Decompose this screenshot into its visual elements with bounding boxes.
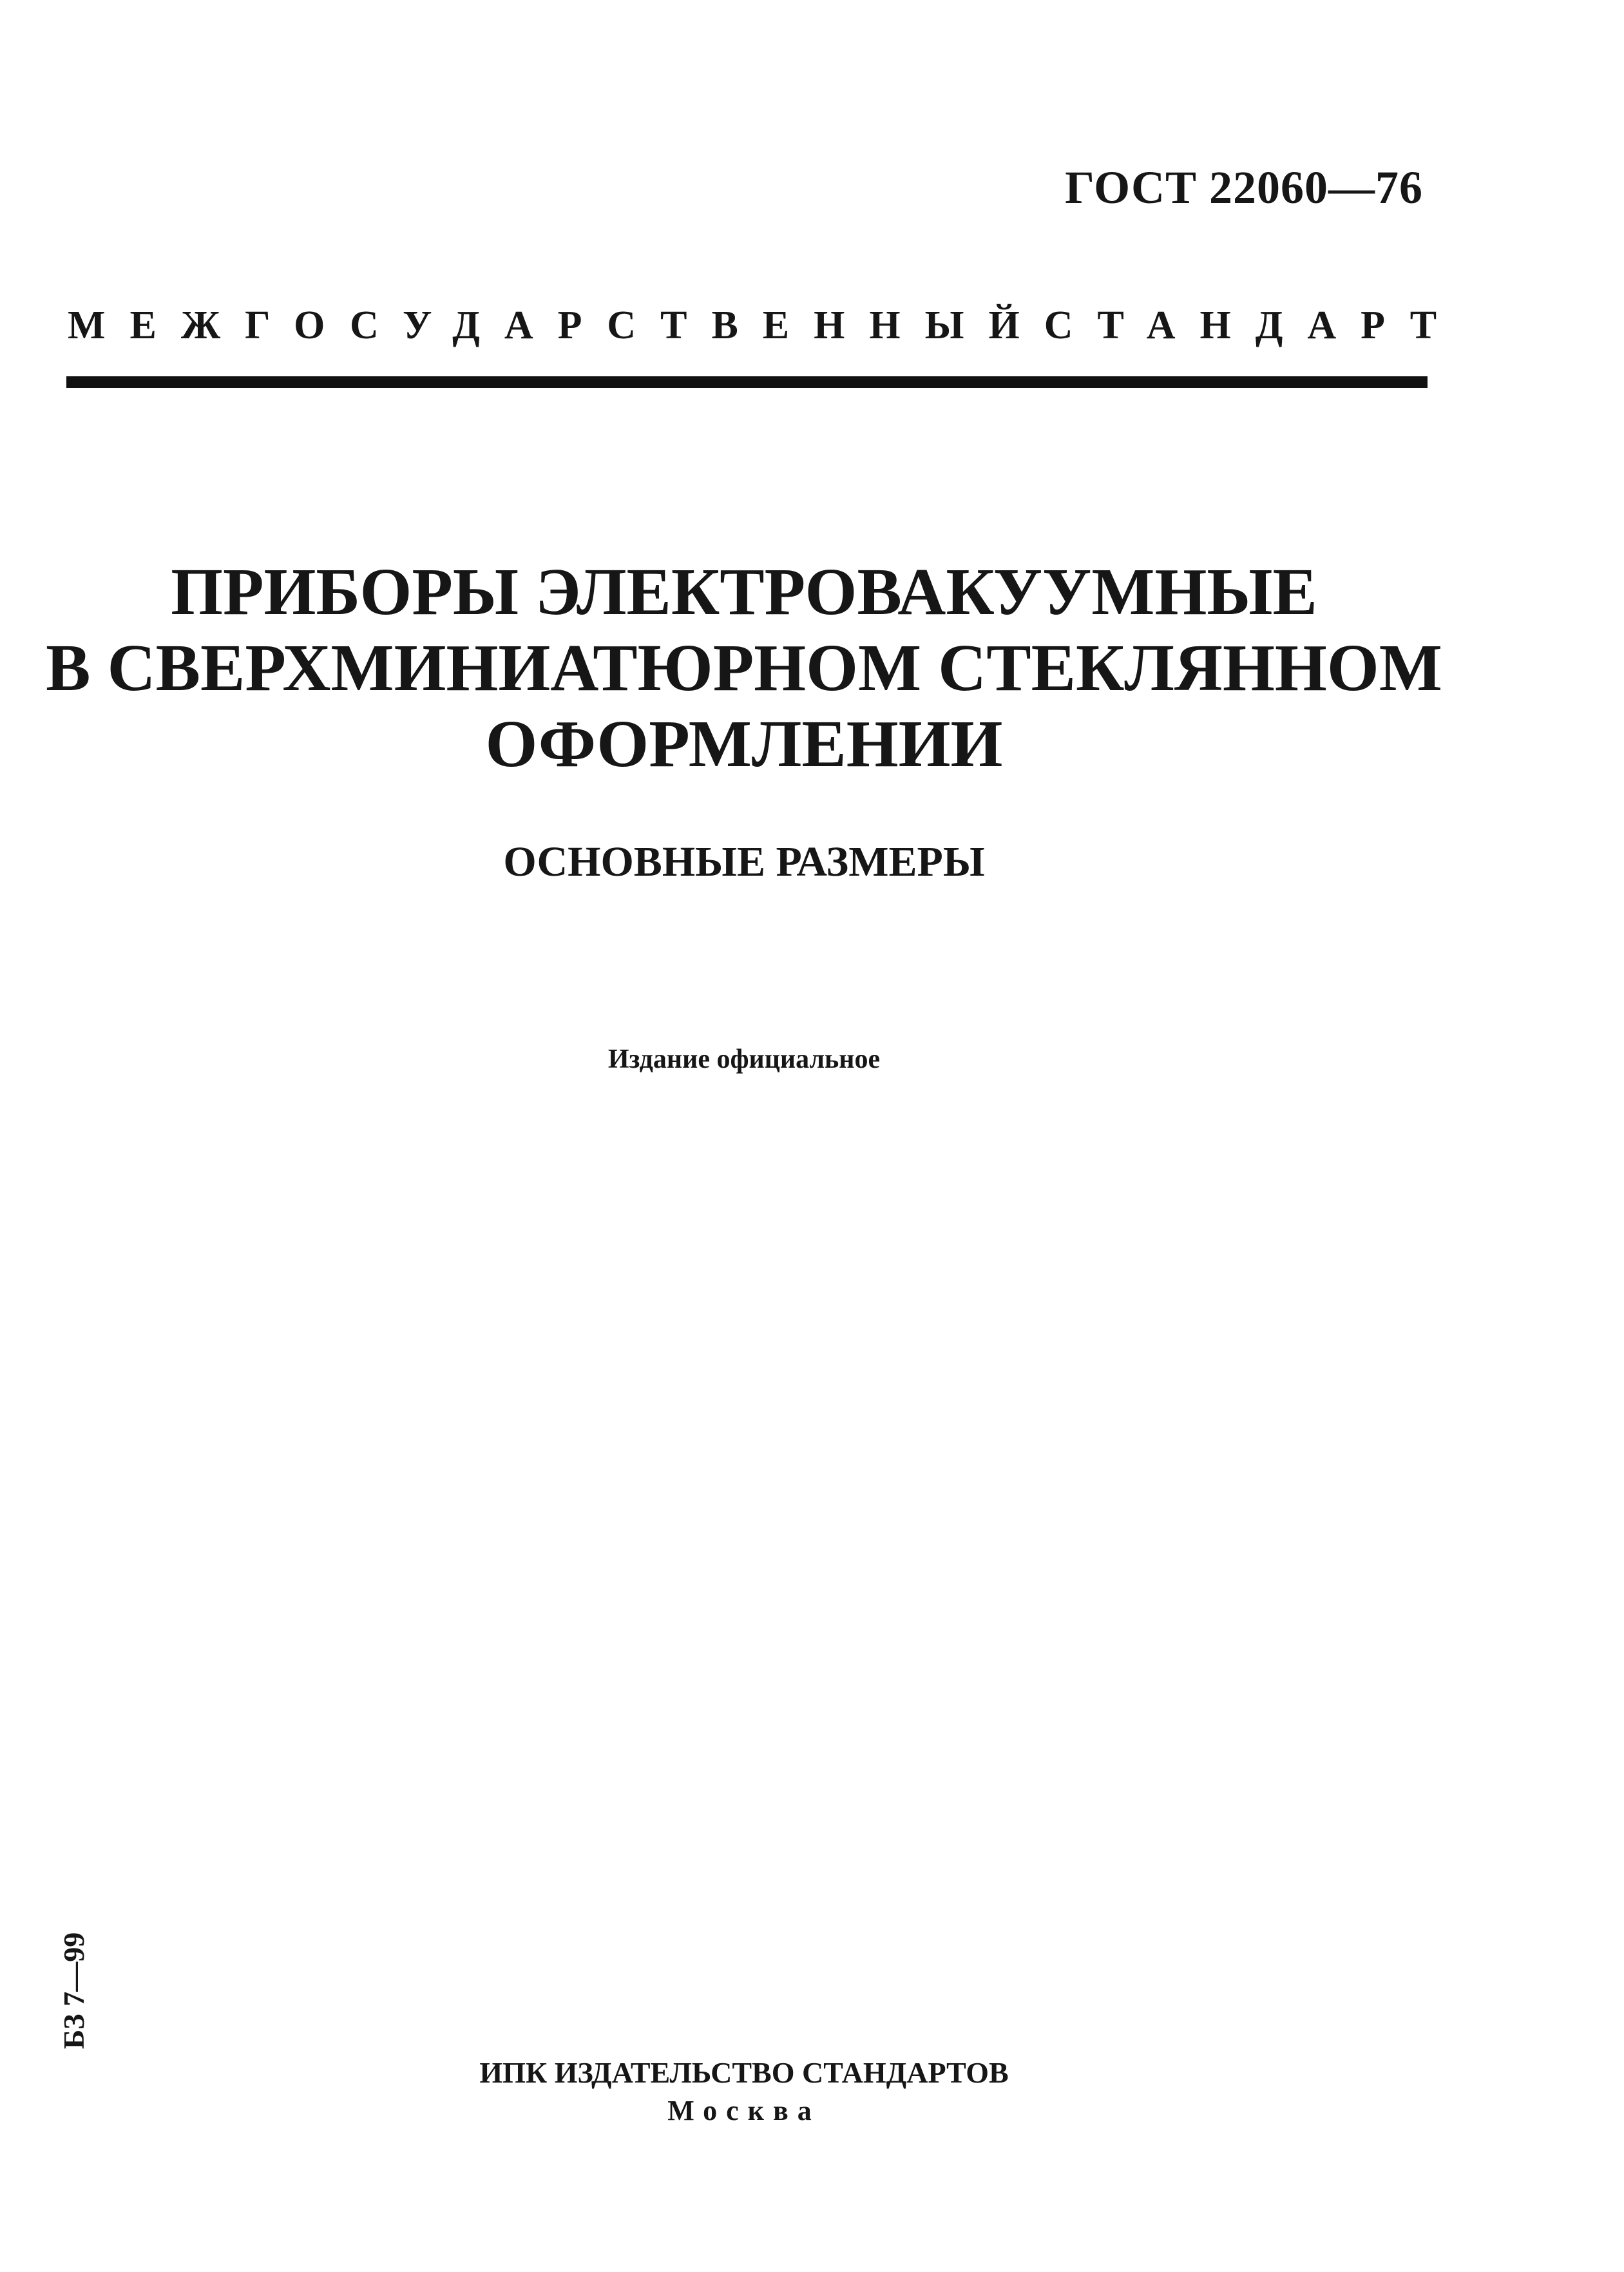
interstate-word: МЕЖГОСУДАРСТВЕННЫЙ [68,303,1044,347]
publisher-name: ИПК ИЗДАТЕЛЬСТВО СТАНДАРТОВ [479,2056,1009,2089]
side-code-label: БЗ 7—99 [57,1932,90,2049]
interstate-standard-heading [68,303,1462,349]
gost-number: ГОСТ 22060—76 [1065,162,1423,213]
publisher-city: Москва [667,2095,821,2126]
document-subtitle: ОСНОВНЫЕ РАЗМЕРЫ [503,838,985,885]
title-line-2: В СВЕРХМИНИАТЮРНОМ СТЕКЛЯННОМ [46,631,1442,705]
standard-word: СТАНДАРТ [1044,303,1462,347]
title-line-3: ОФОРМЛЕНИИ [485,707,1003,781]
title-line-1: ПРИБОРЫ ЭЛЕКТРОВАКУУМНЫЕ [171,555,1317,629]
document-title [0,554,1488,782]
edition-note: Издание официальное [607,1045,881,1074]
heading-rule-divider [66,376,1428,388]
